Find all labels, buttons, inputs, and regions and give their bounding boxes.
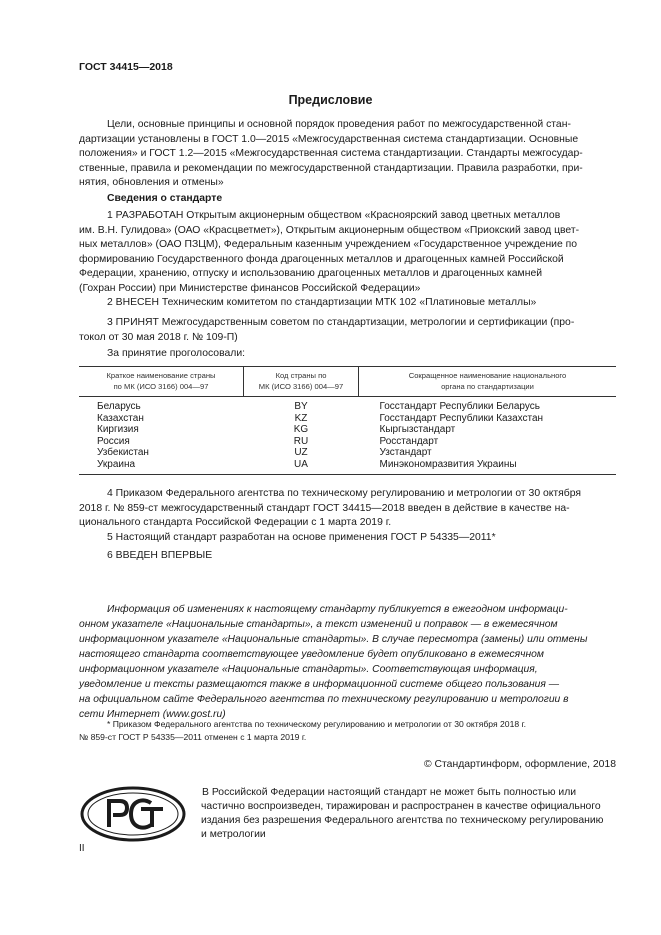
item-adopted: [79, 316, 616, 345]
changes-notice-first-line: Информация об изменениях к настоящему стандарту публикуется в ежегодном информаци-: [107, 604, 568, 615]
reproduction-notice: [201, 786, 616, 842]
item-line: Федерации, хранению, отпуску и использованию драгоценных металлов и драгоценных камней: [79, 268, 543, 279]
page-title: Предисловие: [288, 93, 373, 107]
item-line: (Гохран России) при Министерстве финансов Российской Федерации»: [79, 282, 421, 294]
col-code-header: Код страны по МК (ИСО 3166) 004—97: [244, 367, 359, 397]
notice-line: информационном указателе «Национальные стандарты». В случае пересмотра (замены) или отмены: [79, 634, 588, 645]
item-submitted: 2 ВНЕСЕН Техническим комитетом по стандартизации МТК 102 «Платиновые металлы»: [107, 297, 537, 308]
section-heading: Сведения о стандарте: [107, 193, 223, 204]
footnote-line: * Приказом Федерального агентства по техническому регулированию и метрологии от 30 октября 2018 г.: [107, 719, 526, 729]
rst-logo-icon: [79, 785, 187, 843]
changes-notice: [79, 617, 616, 722]
col-body-header: Сокращенное наименование национального органа по стандартизации: [359, 367, 617, 397]
item-enacted: [79, 487, 616, 531]
item-developed: [79, 209, 616, 296]
notice-line: настоящего стандарта соответствующее уведомление будет опубликовано в ежемесячном: [79, 649, 544, 660]
table-row: Казахстан KZ Госстандарт Республики Казахстан: [97, 412, 544, 424]
rights-line: и метрологии: [201, 829, 266, 840]
table-row: Россия RU Росстандарт: [97, 435, 439, 447]
intro-line: ственные, правила и рекомендации по межгосударственной стандартизации. Правила разработки, при-: [79, 162, 583, 174]
notice-line: онном указателе «Национальные стандарты», а текст изменений и поправок — в ежемесячном: [79, 619, 558, 630]
notice-line: на официальном сайте Федерального агентства по техническому регулированию и метрологии в: [79, 694, 569, 705]
item-line: 2018 г. № 859-ст межгосударственный стандарт ГОСТ 34415—2018 введен в действие в качестве на-: [79, 502, 570, 514]
item-line: 3 ПРИНЯТ Межгосударственным советом по стандартизации, метрологии и сертификации (про-: [107, 317, 575, 328]
rights-line: издания без разрешения Федерального агентства по техническому регулированию: [201, 815, 604, 826]
notice-line: сети Интернет (www.gost.ru): [79, 709, 226, 720]
footnote-line: № 859-ст ГОСТ Р 54335—2011 отменен с 1 марта 2019 г.: [79, 732, 307, 742]
notice-line: информационном указателе «Национальные стандарты». Соответствующая информация,: [79, 664, 538, 675]
intro-line: Цели, основные принципы и основной порядок проведения работ по межгосударственной стан-: [107, 119, 571, 130]
item-line: 4 Приказом Федерального агентства по техническому регулированию и метрологии от 30 октября: [107, 488, 582, 499]
table-row: Киргизия KG Кыргызстандарт: [97, 424, 456, 435]
page-number: II: [79, 843, 85, 854]
item-basis: 5 Настоящий стандарт разработан на основе применения ГОСТ Р 54335—2011*: [107, 532, 496, 543]
item-line: токол от 30 мая 2018 г. № 109-П): [79, 331, 238, 343]
item-line: формированию Государственного фонда драгоценных металлов и драгоценных камней Российской: [79, 253, 564, 265]
col-country-header: Краткое наименование страны по МК (ИСО 3166) 004—97: [79, 367, 244, 397]
item-line: 1 РАЗРАБОТАН Открытым акционерным обществом «Красноярский завод цветных металлов: [107, 210, 561, 221]
item-line: ционального стандарта Российской Федерации с 1 марта 2019 г.: [79, 517, 392, 528]
document-code: ГОСТ 34415—2018: [79, 61, 173, 73]
item-first-introduced: 6 ВВЕДЕН ВПЕРВЫЕ: [107, 550, 213, 561]
item-line: им. В.Н. Гулидова» (ОАО «Красцветмет»), Открытым акционерным обществом «Приокский завод цвет-: [79, 224, 580, 236]
table-header-row: [79, 367, 616, 397]
intro-line: положения» и ГОСТ 1.2—2015 «Межгосударственная система стандартизации. Стандарты межгосудар-: [79, 148, 583, 159]
intro-line: нятия, обновления и отмены»: [79, 177, 224, 188]
copyright: © Стандартинформ, оформление, 2018: [423, 759, 616, 770]
voted-label: За принятие проголосовали:: [107, 348, 246, 359]
table-row: Узбекистан UZ Узстандарт: [97, 447, 432, 458]
votes-table: [79, 366, 616, 475]
footnote: [79, 718, 616, 744]
rights-line: В Российской Федерации настоящий стандарт не может быть полностью или: [202, 787, 577, 798]
table-row: Украина UA Минэкономразвития Украины: [79, 459, 616, 475]
intro-line: дартизации установлены в ГОСТ 1.0—2015 «Межгосударственная система стандартизации. Основные: [79, 133, 579, 145]
rights-line: частично воспроизведен, тиражирован и распространен в качестве официального: [201, 801, 601, 812]
table-row: Беларусь BY Госстандарт Республики Беларусь: [97, 401, 540, 412]
intro-paragraph: [79, 118, 616, 191]
notice-line: уведомление и тексты размещаются также в информационной системе общего пользования —: [79, 679, 560, 690]
item-line: ных металлов» (ОАО ПЗЦМ), Федеральным казенным учреждением «Государственное учреждение по: [79, 239, 578, 250]
